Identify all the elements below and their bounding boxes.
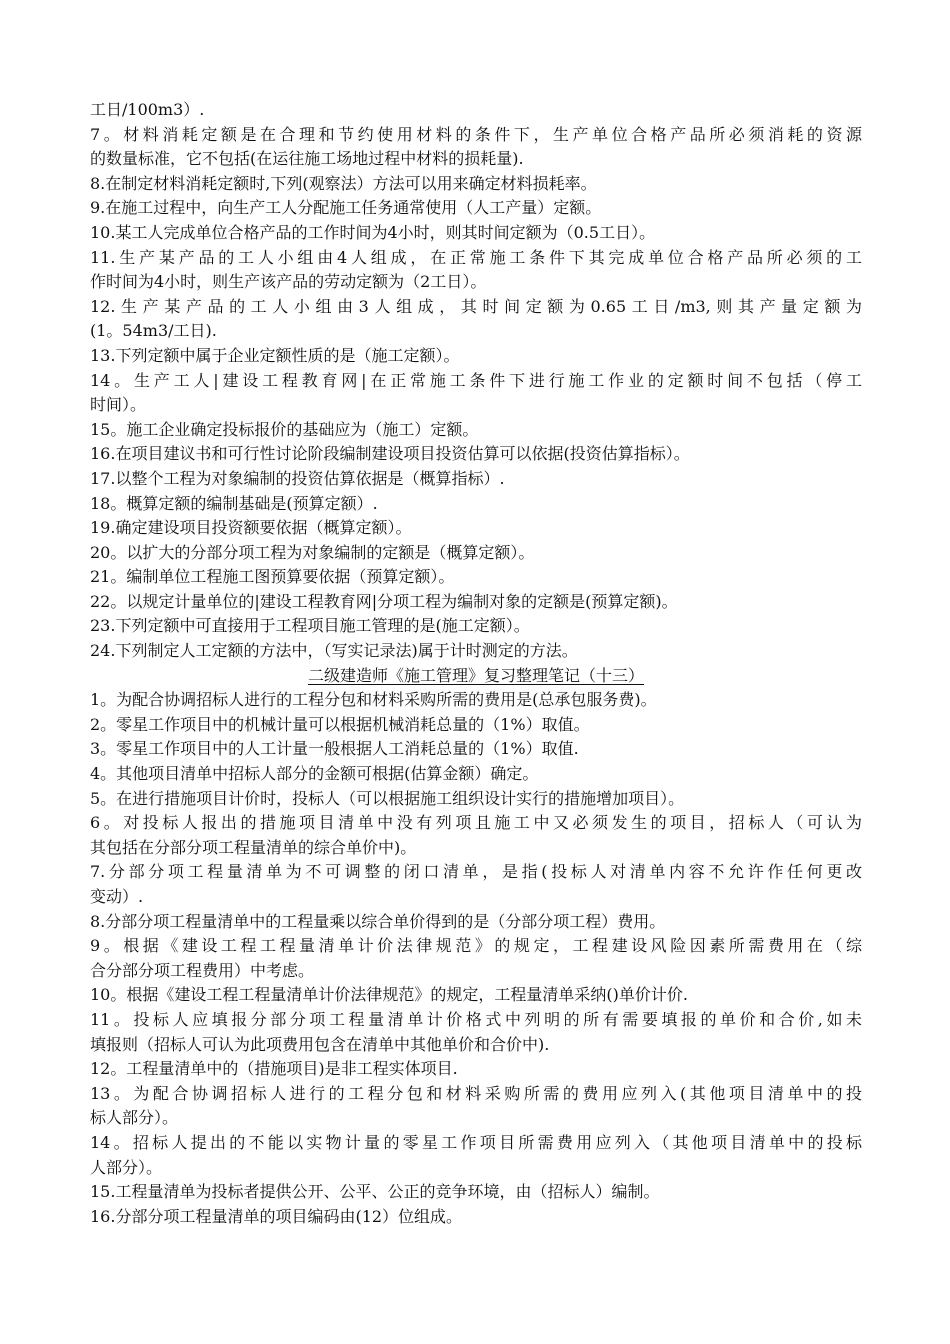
- note-item: [90, 442, 862, 467]
- note-line: 10。根据《建设工程工程量清单计价法律规范》的规定，工程量清单采纳()单价计价.: [90, 985, 688, 1005]
- note-line: 8.分部分项工程量清单中的工程量乘以综合单价得到的是（分部分项工程）费用。: [90, 911, 666, 931]
- note-line: 21。编制单位工程施工图预算要依据（预算定额）。: [90, 567, 455, 587]
- note-line: 11。投标人应填报分部分项工程量清单计价格式中列明的所有需要填报的单价和合价,如未: [90, 1009, 862, 1029]
- note-line: 作时间为4小时，则生产该产品的劳动定额为（2工日）。: [90, 272, 487, 292]
- note-item: [90, 541, 862, 566]
- note-line: 10.某工人完成单位合格产品的工作时间为4小时，则其时间定额为（0.5工日）。: [90, 222, 656, 242]
- note-item: [90, 565, 862, 590]
- note-line: 19.确定建设项目投资额要依据（概算定额）。: [90, 518, 412, 538]
- note-line: 5。在进行措施项目计价时，投标人（可以根据施工组织设计实行的措施增加项目）。: [90, 788, 685, 808]
- note-item: [90, 467, 862, 492]
- note-line: 7.分部分项工程量清单为不可调整的闭口清单，是指(投标人对清单内容不允许作任何更改: [90, 862, 862, 882]
- note-item: [90, 1057, 862, 1082]
- note-line: 1。为配合协调招标人进行的工程分包和材料采购所需的费用是(总承包服务费)。: [90, 690, 657, 710]
- note-item: [90, 934, 862, 983]
- note-item: [90, 1082, 862, 1131]
- note-line: 3。零星工作项目中的人工计量一般根据人工消耗总量的（1%）取值.: [90, 739, 579, 759]
- note-line: 16.分部分项工程量清单的项目编码由(12）位组成。: [90, 1206, 463, 1226]
- note-line: 工日/100m3）.: [90, 100, 205, 119]
- note-item: [90, 910, 862, 935]
- note-item: [90, 1180, 862, 1205]
- note-line: 其包括在分部分项工程量清单的综合单价中)。: [90, 837, 417, 857]
- note-line: 6。对投标人报出的措施项目清单中没有列项且施工中又必须发生的项目，招标人（可认为: [90, 813, 862, 833]
- note-item: [90, 1131, 862, 1180]
- note-line: 14。招标人提出的不能以实物计量的零星工作项目所需费用应列入（其他项目清单中的投标: [90, 1132, 862, 1152]
- section-title-text: 二级建造师《施工管理》复习整理笔记（十三）: [307, 665, 644, 685]
- note-line: 20。以扩大的分部分项工程为对象编制的定额是（概算定额）。: [90, 542, 535, 562]
- note-item: [90, 246, 862, 295]
- note-item: [90, 221, 862, 246]
- note-line: 13.下列定额中属于企业定额性质的是（施工定额）。: [90, 345, 460, 365]
- note-line: 9。根据《建设工程工程量清单计价法律规范》的规定，工程建设风险因素所需费用在（综: [90, 936, 862, 956]
- note-item: [90, 762, 862, 787]
- note-item: [90, 295, 862, 344]
- note-line: (1。54m3/工日).: [90, 321, 217, 341]
- note-line: 的数量标准，它不包括(在运往施工场地过程中材料的损耗量).: [90, 149, 524, 169]
- note-item: [90, 787, 862, 812]
- note-item: [90, 983, 862, 1008]
- note-line: 人部分）。: [90, 1157, 163, 1177]
- notes-section-bill-of-quantities: [90, 688, 862, 1229]
- note-line: 17.以整个工程为对象编制的投资估算依据是（概算指标）.: [90, 468, 505, 488]
- note-line: 2。零星工作项目中的机械计量可以根据机械消耗总量的（1%）取值。: [90, 714, 590, 734]
- note-item: [90, 639, 862, 664]
- note-line: 变动）.: [90, 887, 144, 906]
- note-item: [90, 516, 862, 541]
- note-line: 标人部分）。: [90, 1108, 179, 1128]
- note-item: [90, 98, 862, 123]
- note-item: [90, 344, 862, 369]
- note-line: 时间）。: [90, 395, 147, 415]
- note-item: [90, 369, 862, 418]
- note-line: 22。以规定计量单位的|建设工程教育网|分项工程为编制对象的定额是(预算定额)。: [90, 591, 678, 611]
- note-item: [90, 1008, 862, 1057]
- note-item: [90, 713, 862, 738]
- note-item: [90, 123, 862, 172]
- note-item: [90, 614, 862, 639]
- note-line: 16.在项目建议书和可行性讨论阶段编制建设项目投资估算可以依据(投资估算指标）。: [90, 444, 690, 464]
- section-title: [90, 664, 862, 689]
- notes-section-quota: [90, 98, 862, 664]
- note-item: [90, 1205, 862, 1230]
- note-line: 合分部分项工程费用）中考虑。: [90, 960, 315, 980]
- note-line: 填报则（招标人可认为此项费用包含在清单中其他单价和合价中).: [90, 1034, 550, 1054]
- note-line: 15.工程量清单为投标者提供公开、公平、公正的竞争环境，由（招标人）编制。: [90, 1182, 660, 1202]
- note-item: [90, 196, 862, 221]
- note-line: 12.生产某产品的工人小组由3人组成，其时间定额为0.65工日/m3,则其产量定额为: [90, 296, 862, 316]
- note-line: 11.生产某产品的工人小组由4人组成，在正常施工条件下其完成单位合格产品所必须的工: [90, 247, 862, 267]
- note-item: [90, 811, 862, 860]
- note-item: [90, 688, 862, 713]
- note-line: 15。施工企业确定投标报价的基础应为（施工）定额。: [90, 419, 479, 439]
- note-item: [90, 492, 862, 517]
- note-line: 9.在施工过程中，向生产工人分配施工任务通常使用（人工产量）定额。: [90, 198, 602, 218]
- note-item: [90, 860, 862, 909]
- note-item: [90, 418, 862, 443]
- note-item: [90, 172, 862, 197]
- note-line: 18。概算定额的编制基础是(预算定额）.: [90, 493, 378, 513]
- note-line: 4。其他项目清单中招标人部分的金额可根据(估算金额）确定。: [90, 764, 539, 784]
- note-line: 12。工程量清单中的（措施项目)是非工程实体项目.: [90, 1059, 458, 1079]
- note-line: 7。材料消耗定额是在合理和节约使用材料的条件下，生产单位合格产品所必须消耗的资源: [90, 124, 862, 144]
- note-item: [90, 590, 862, 615]
- note-line: 23.下列定额中可直接用于工程项目施工管理的是(施工定额）。: [90, 616, 530, 636]
- document-page: [90, 98, 862, 1229]
- note-line: 13。为配合协调招标人进行的工程分包和材料采购所需的费用应列入(其他项目清单中的投: [90, 1083, 862, 1103]
- note-line: 14。生产工人|建设工程教育网|在正常施工条件下进行施工作业的定额时间不包括（停工: [90, 370, 862, 390]
- note-line: 8.在制定材料消耗定额时,下列(观察法）方法可以用来确定材料损耗率。: [90, 173, 597, 193]
- note-line: 24.下列制定人工定额的方法中，（写实记录法)属于计时测定的方法。: [90, 641, 578, 661]
- note-item: [90, 737, 862, 762]
